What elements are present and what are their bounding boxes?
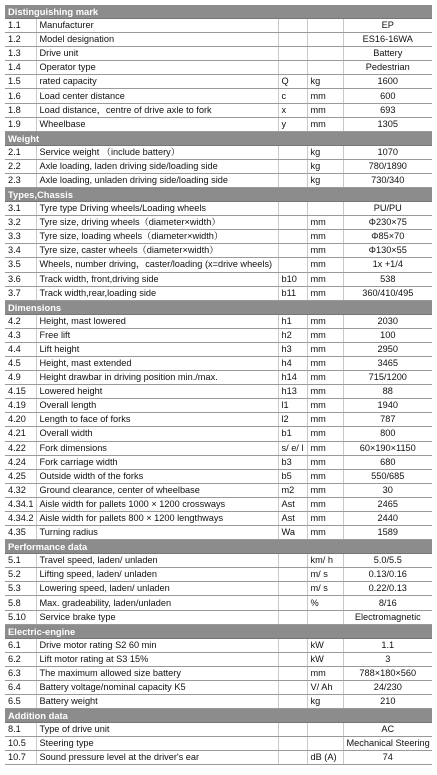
item-number: 4.25	[5, 469, 36, 483]
item-unit	[307, 47, 343, 61]
spec-table-body	[5, 5, 432, 765]
item-value: 538	[343, 272, 432, 286]
item-value: Electromagnetic	[343, 610, 432, 624]
item-unit: kg	[307, 695, 343, 709]
item-symbol: b3	[278, 455, 307, 469]
item-value: 780/1890	[343, 159, 432, 173]
item-value: 800	[343, 427, 432, 441]
item-unit: mm	[307, 258, 343, 272]
spec-row	[5, 314, 432, 328]
item-symbol	[278, 680, 307, 694]
item-unit: kg	[307, 159, 343, 173]
item-value: 693	[343, 103, 432, 117]
item-unit: mm	[307, 272, 343, 286]
spec-row	[5, 680, 432, 694]
item-symbol	[278, 652, 307, 666]
item-unit: mm	[307, 117, 343, 131]
item-symbol	[278, 751, 307, 765]
item-number: 5.8	[5, 596, 36, 610]
item-symbol: l1	[278, 399, 307, 413]
spec-row	[5, 103, 432, 117]
spec-table	[5, 5, 432, 765]
item-unit: kW	[307, 638, 343, 652]
item-description: Fork dimensions	[36, 441, 278, 455]
spec-row	[5, 652, 432, 666]
item-description: Wheelbase	[36, 117, 278, 131]
spec-row	[5, 258, 432, 272]
item-description: Tyre size, caster wheels（diameter×width）	[36, 244, 278, 258]
section-header	[5, 624, 432, 638]
item-number: 5.10	[5, 610, 36, 624]
item-value: 1070	[343, 145, 432, 159]
spec-row	[5, 89, 432, 103]
item-symbol	[278, 230, 307, 244]
item-number: 4.4	[5, 342, 36, 356]
item-number: 8.1	[5, 723, 36, 737]
item-symbol: h2	[278, 328, 307, 342]
section-title: Types,Chassis	[5, 188, 432, 202]
item-number: 3.4	[5, 244, 36, 258]
item-number: 10.7	[5, 751, 36, 765]
spec-row	[5, 413, 432, 427]
item-symbol: Ast	[278, 512, 307, 526]
section-title: Addition data	[5, 709, 432, 723]
spec-row	[5, 145, 432, 159]
item-symbol	[278, 47, 307, 61]
item-symbol	[278, 695, 307, 709]
item-unit: m/ s	[307, 582, 343, 596]
item-number: 3.5	[5, 258, 36, 272]
item-description: Axle loading, unladen driving side/loading side	[36, 173, 278, 187]
item-unit: mm	[307, 328, 343, 342]
item-number: 4.34.1	[5, 497, 36, 511]
item-number: 4.32	[5, 483, 36, 497]
item-symbol: m2	[278, 483, 307, 497]
section-title: Weight	[5, 131, 432, 145]
item-description: Tyre size, loading wheels（diameter×width）	[36, 230, 278, 244]
item-value: 2030	[343, 314, 432, 328]
item-value: 88	[343, 385, 432, 399]
item-symbol	[278, 638, 307, 652]
section-header	[5, 300, 432, 314]
item-value: 0.22/0.13	[343, 582, 432, 596]
item-symbol: y	[278, 117, 307, 131]
section-title: Performance data	[5, 540, 432, 554]
spec-row	[5, 596, 432, 610]
item-unit	[307, 202, 343, 216]
section-header	[5, 709, 432, 723]
spec-row	[5, 272, 432, 286]
item-unit: m/ s	[307, 568, 343, 582]
spec-row	[5, 286, 432, 300]
item-unit: mm	[307, 230, 343, 244]
item-description: Track width, front,driving side	[36, 272, 278, 286]
item-unit: mm	[307, 666, 343, 680]
item-value: 680	[343, 455, 432, 469]
item-description: Outside width of the forks	[36, 469, 278, 483]
item-symbol	[278, 19, 307, 33]
spec-row	[5, 666, 432, 680]
item-number: 5.1	[5, 554, 36, 568]
item-description: Overall width	[36, 427, 278, 441]
item-unit: mm	[307, 356, 343, 370]
spec-row	[5, 385, 432, 399]
item-value: PU/PU	[343, 202, 432, 216]
item-value: 550/685	[343, 469, 432, 483]
item-value: ES16-16WA	[343, 33, 432, 47]
item-number: 4.5	[5, 356, 36, 370]
item-number: 10.5	[5, 737, 36, 751]
spec-row	[5, 512, 432, 526]
spec-row	[5, 582, 432, 596]
item-value: 8/16	[343, 596, 432, 610]
spec-row	[5, 399, 432, 413]
item-symbol: Ast	[278, 497, 307, 511]
item-value: Φ230×75	[343, 216, 432, 230]
spec-row	[5, 638, 432, 652]
item-value: 30	[343, 483, 432, 497]
item-number: 4.35	[5, 526, 36, 540]
item-unit: mm	[307, 512, 343, 526]
spec-row	[5, 737, 432, 751]
item-description: Tyre size, driving wheels（diameter×width）	[36, 216, 278, 230]
item-description: Track width,rear,loading side	[36, 286, 278, 300]
item-symbol: c	[278, 89, 307, 103]
item-value: 2440	[343, 512, 432, 526]
item-description: Length to face of forks	[36, 413, 278, 427]
item-description: Load distance，centre of drive axle to fork	[36, 103, 278, 117]
item-number: 3.3	[5, 230, 36, 244]
item-description: Height drawbar in driving position min./max.	[36, 371, 278, 385]
item-description: Battery weight	[36, 695, 278, 709]
item-value: Φ85×70	[343, 230, 432, 244]
spec-row	[5, 610, 432, 624]
item-description: Service weight （include battery）	[36, 145, 278, 159]
item-description: Model designation	[36, 33, 278, 47]
item-description: Lowered height	[36, 385, 278, 399]
item-description: Lifting speed, laden/ unladen	[36, 568, 278, 582]
spec-row	[5, 427, 432, 441]
item-symbol	[278, 202, 307, 216]
item-value: 1589	[343, 526, 432, 540]
item-value: 74	[343, 751, 432, 765]
item-unit: mm	[307, 526, 343, 540]
item-unit: kW	[307, 652, 343, 666]
section-header	[5, 188, 432, 202]
spec-row	[5, 371, 432, 385]
item-unit: mm	[307, 244, 343, 258]
item-number: 3.7	[5, 286, 36, 300]
item-unit: %	[307, 596, 343, 610]
spec-row	[5, 695, 432, 709]
item-symbol	[278, 610, 307, 624]
item-description: Travel speed, laden/ unladen	[36, 554, 278, 568]
item-description: Lowering speed, laden/ unladen	[36, 582, 278, 596]
item-number: 4.34.2	[5, 512, 36, 526]
item-symbol	[278, 173, 307, 187]
item-unit: kg	[307, 75, 343, 89]
item-unit: mm	[307, 286, 343, 300]
item-number: 4.21	[5, 427, 36, 441]
item-symbol: l2	[278, 413, 307, 427]
item-description: Axle loading, laden driving side/loading side	[36, 159, 278, 173]
item-description: Service brake type	[36, 610, 278, 624]
item-symbol: Q	[278, 75, 307, 89]
item-unit: mm	[307, 483, 343, 497]
item-number: 1.1	[5, 19, 36, 33]
item-symbol	[278, 159, 307, 173]
item-symbol	[278, 145, 307, 159]
item-description: Operator type	[36, 61, 278, 75]
item-unit	[307, 19, 343, 33]
spec-row	[5, 328, 432, 342]
item-value: AC	[343, 723, 432, 737]
item-description: Load center distance	[36, 89, 278, 103]
item-symbol	[278, 582, 307, 596]
spec-row	[5, 61, 432, 75]
item-value: 788×180×560	[343, 666, 432, 680]
item-symbol: h3	[278, 342, 307, 356]
item-unit: kg	[307, 173, 343, 187]
item-number: 6.4	[5, 680, 36, 694]
item-description: Aisle width for pallets 1000 × 1200 crossways	[36, 497, 278, 511]
item-unit: mm	[307, 385, 343, 399]
item-description: rated capacity	[36, 75, 278, 89]
spec-row	[5, 356, 432, 370]
item-description: Drive unit	[36, 47, 278, 61]
item-description: Overall length	[36, 399, 278, 413]
item-unit	[307, 737, 343, 751]
item-symbol: Wa	[278, 526, 307, 540]
item-unit	[307, 610, 343, 624]
item-description: Tyre type Driving wheels/Loading wheels	[36, 202, 278, 216]
section-header	[5, 5, 432, 19]
item-number: 6.2	[5, 652, 36, 666]
section-title: Electric-engine	[5, 624, 432, 638]
spec-row	[5, 173, 432, 187]
item-number: 5.3	[5, 582, 36, 596]
item-unit: mm	[307, 413, 343, 427]
item-description: Turning radius	[36, 526, 278, 540]
item-number: 3.1	[5, 202, 36, 216]
item-unit: mm	[307, 371, 343, 385]
item-value: 1.1	[343, 638, 432, 652]
item-description: Ground clearance, center of wheelbase	[36, 483, 278, 497]
item-description: Battery voltage/nominal capacity K5	[36, 680, 278, 694]
item-number: 2.1	[5, 145, 36, 159]
spec-row	[5, 554, 432, 568]
item-description: Manufacturer	[36, 19, 278, 33]
item-value: 1x +1/4	[343, 258, 432, 272]
item-unit: mm	[307, 469, 343, 483]
item-symbol: h4	[278, 356, 307, 370]
item-description: Sound pressure level at the driver's ear	[36, 751, 278, 765]
item-value: 3	[343, 652, 432, 666]
item-number: 5.2	[5, 568, 36, 582]
spec-row	[5, 469, 432, 483]
spec-row	[5, 47, 432, 61]
item-number: 1.4	[5, 61, 36, 75]
item-unit: km/ h	[307, 554, 343, 568]
item-unit	[307, 61, 343, 75]
spec-row	[5, 342, 432, 356]
item-symbol	[278, 33, 307, 47]
item-number: 1.3	[5, 47, 36, 61]
item-number: 1.6	[5, 89, 36, 103]
item-unit: mm	[307, 314, 343, 328]
item-number: 3.6	[5, 272, 36, 286]
spec-row	[5, 568, 432, 582]
item-value: 715/1200	[343, 371, 432, 385]
spec-row	[5, 159, 432, 173]
item-symbol	[278, 596, 307, 610]
spec-row	[5, 526, 432, 540]
item-unit: mm	[307, 89, 343, 103]
item-unit	[307, 723, 343, 737]
item-description: Height, mast lowered	[36, 314, 278, 328]
item-description: Lift height	[36, 342, 278, 356]
item-symbol	[278, 554, 307, 568]
item-description: Height, mast extended	[36, 356, 278, 370]
item-description: Fork carriage width	[36, 455, 278, 469]
item-value: 5.0/5.5	[343, 554, 432, 568]
item-number: 1.5	[5, 75, 36, 89]
item-value: 2950	[343, 342, 432, 356]
item-unit: mm	[307, 399, 343, 413]
spec-row	[5, 117, 432, 131]
section-title: Dimensions	[5, 300, 432, 314]
spec-row	[5, 723, 432, 737]
item-number: 1.2	[5, 33, 36, 47]
spec-row	[5, 751, 432, 765]
spec-row	[5, 244, 432, 258]
item-value: 600	[343, 89, 432, 103]
item-number: 6.3	[5, 666, 36, 680]
item-value: 1600	[343, 75, 432, 89]
item-value: 730/340	[343, 173, 432, 187]
item-number: 4.20	[5, 413, 36, 427]
spec-row	[5, 216, 432, 230]
item-unit: mm	[307, 427, 343, 441]
item-value: 1305	[343, 117, 432, 131]
item-number: 4.9	[5, 371, 36, 385]
item-description: Type of drive unit	[36, 723, 278, 737]
item-description: Wheels, number driving，caster/loading (x=drive wheels)	[36, 258, 278, 272]
item-unit: mm	[307, 497, 343, 511]
item-unit: mm	[307, 216, 343, 230]
item-value: Φ130×55	[343, 244, 432, 258]
spec-row	[5, 483, 432, 497]
item-number: 1.9	[5, 117, 36, 131]
item-number: 4.2	[5, 314, 36, 328]
item-number: 2.3	[5, 173, 36, 187]
item-unit: mm	[307, 103, 343, 117]
item-number: 3.2	[5, 216, 36, 230]
item-unit	[307, 33, 343, 47]
item-unit: V/ Ah	[307, 680, 343, 694]
item-unit: dB (A)	[307, 751, 343, 765]
section-title: Distinguishing mark	[5, 5, 432, 19]
item-description: The maximum allowed size battery	[36, 666, 278, 680]
item-symbol	[278, 737, 307, 751]
item-number: 4.19	[5, 399, 36, 413]
spec-row	[5, 202, 432, 216]
item-symbol	[278, 666, 307, 680]
item-symbol: h13	[278, 385, 307, 399]
item-value: 2465	[343, 497, 432, 511]
item-number: 6.1	[5, 638, 36, 652]
item-number: 1.8	[5, 103, 36, 117]
item-symbol	[278, 723, 307, 737]
item-number: 4.3	[5, 328, 36, 342]
item-symbol: b10	[278, 272, 307, 286]
spec-row	[5, 497, 432, 511]
item-value: Battery	[343, 47, 432, 61]
item-number: 4.22	[5, 441, 36, 455]
spec-row	[5, 455, 432, 469]
item-value: 0.13/0.16	[343, 568, 432, 582]
item-unit: kg	[307, 145, 343, 159]
item-symbol	[278, 216, 307, 230]
item-value: 60×190×1150	[343, 441, 432, 455]
item-value: 3465	[343, 356, 432, 370]
item-value: 360/410/495	[343, 286, 432, 300]
item-symbol: s/ e/ l	[278, 441, 307, 455]
item-number: 6.5	[5, 695, 36, 709]
item-number: 4.24	[5, 455, 36, 469]
item-symbol	[278, 244, 307, 258]
section-header	[5, 131, 432, 145]
item-symbol: x	[278, 103, 307, 117]
item-description: Drive motor rating S2 60 min	[36, 638, 278, 652]
item-description: Lift motor rating at S3 15%	[36, 652, 278, 666]
item-value: 210	[343, 695, 432, 709]
spec-row	[5, 19, 432, 33]
item-number: 2.2	[5, 159, 36, 173]
item-value: Pedestrian	[343, 61, 432, 75]
spec-row	[5, 33, 432, 47]
item-symbol: h14	[278, 371, 307, 385]
item-unit: mm	[307, 342, 343, 356]
item-symbol	[278, 258, 307, 272]
spec-row	[5, 75, 432, 89]
item-description: Max. gradeability, laden/unladen	[36, 596, 278, 610]
item-symbol: h1	[278, 314, 307, 328]
item-value: EP	[343, 19, 432, 33]
item-symbol: b5	[278, 469, 307, 483]
item-symbol	[278, 61, 307, 75]
item-symbol	[278, 568, 307, 582]
item-unit: mm	[307, 455, 343, 469]
item-value: 1940	[343, 399, 432, 413]
item-value: 787	[343, 413, 432, 427]
spec-row	[5, 441, 432, 455]
section-header	[5, 540, 432, 554]
item-value: Mechanical Steering	[343, 737, 432, 751]
spec-sheet	[5, 5, 432, 765]
spec-row	[5, 230, 432, 244]
item-unit: mm	[307, 441, 343, 455]
item-number: 4.15	[5, 385, 36, 399]
item-symbol: b11	[278, 286, 307, 300]
item-symbol: b1	[278, 427, 307, 441]
item-value: 24/230	[343, 680, 432, 694]
item-description: Free lift	[36, 328, 278, 342]
item-description: Aisle width for pallets 800 × 1200 lengthways	[36, 512, 278, 526]
item-value: 100	[343, 328, 432, 342]
item-description: Steering type	[36, 737, 278, 751]
